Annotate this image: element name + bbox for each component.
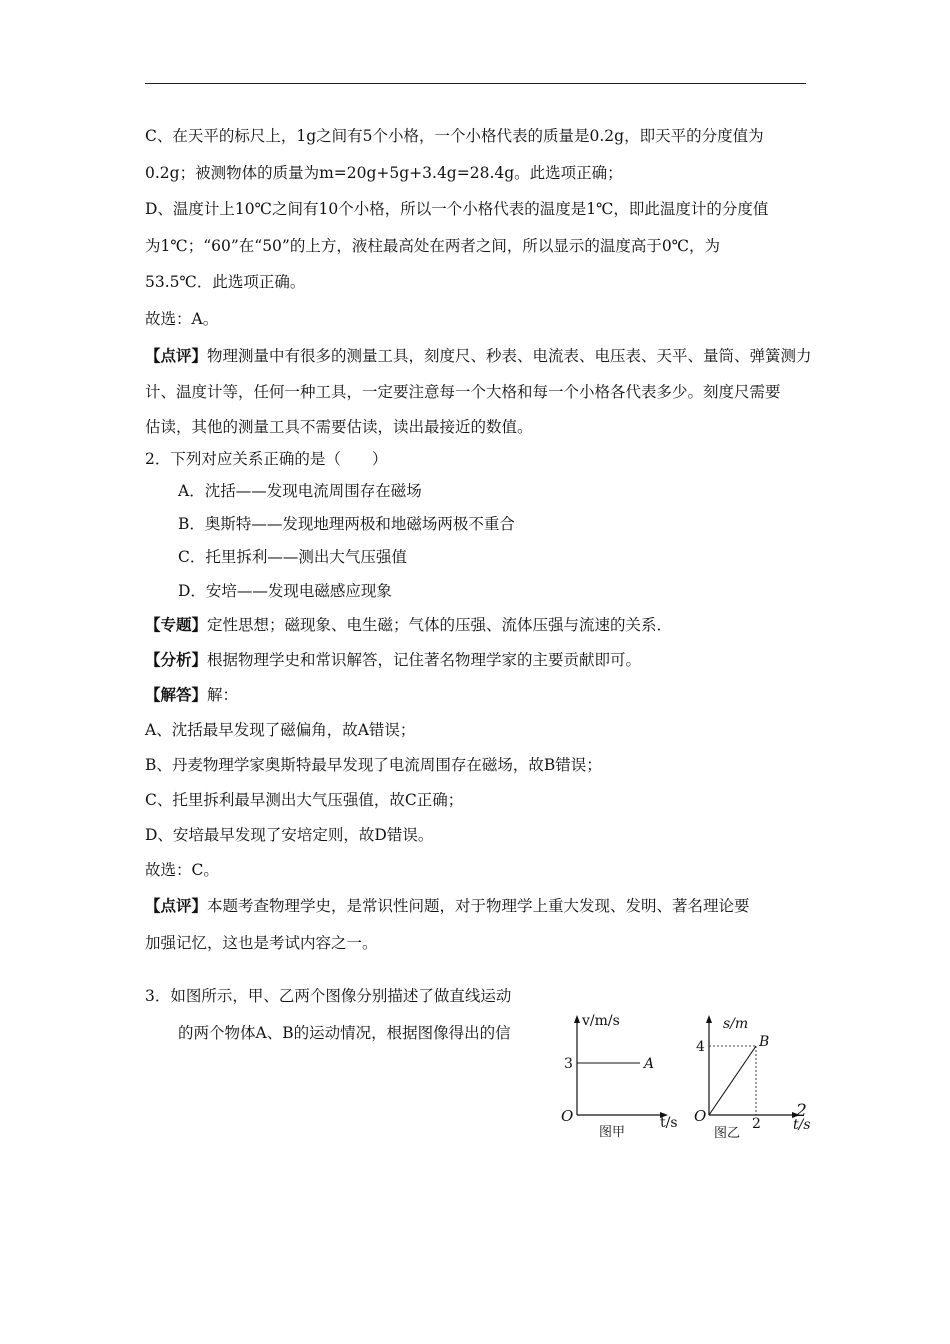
jia-line-label: A — [644, 1056, 655, 1072]
header-rule — [145, 83, 806, 84]
part-d-line-2: 为1℃；“60”在“50”的上方，液柱最高处在两者之间，所以显示的温度高于0℃，为 — [145, 236, 721, 255]
yi-origin: O — [694, 1107, 707, 1125]
yi-point-label: B — [759, 1034, 770, 1050]
part-c-line-1: C、在天平的标尺上，1g之间有5个小格，一个小格代表的质量是0.2g，即天平的分度值为 — [145, 127, 764, 145]
comment-2-line-2: 加强记忆，这也是考试内容之一。 — [145, 933, 378, 952]
question-3-line-2: 的两个物体A、B的运动情况，根据图像得出的信 — [178, 1023, 511, 1042]
solution-line-a: A、沈括最早发现了磁偏角，故A错误； — [145, 720, 416, 739]
answer-1: 故选：A。 — [145, 309, 219, 328]
comment-2-label: 【点评】 — [145, 896, 208, 915]
part-d-line-1: D、温度计上10℃之间有10个小格，所以一个小格代表的温度是1℃，即此温度计的分度值 — [145, 200, 769, 219]
figure-jia — [555, 1010, 690, 1150]
yi-line-b — [709, 1046, 756, 1115]
comment-1-label: 【点评】 — [145, 346, 208, 365]
question-2-topic — [145, 608, 810, 643]
analysis-text: 根据物理学史和常识解答，记住著名物理学家的主要贡献即可。 — [207, 650, 642, 669]
page-number: 2 — [796, 1101, 807, 1121]
topic-text: 定性思想；磁现象、电生磁；气体的压强、流体压强与流速的关系． — [207, 615, 673, 634]
analysis-label: 【分析】 — [145, 650, 208, 669]
comment-2-text: 本题考查物理学史，是常识性问题，对于物理学上重大发现、发明、著名理论要 — [207, 896, 750, 915]
question-2-stem: 2．下列对应关系正确的是（ ） — [145, 449, 388, 468]
yi-caption: 图乙 — [714, 1126, 741, 1141]
solution-line-b: B、丹麦物理学家奥斯特最早发现了电流周围存在磁场，故B错误； — [145, 755, 602, 774]
document-body — [145, 118, 810, 1051]
question-3-line-1: 3．如图所示，甲、乙两个图像分别描述了做直线运动 — [145, 987, 512, 1006]
jia-x-axis-label: t/s — [660, 1115, 678, 1131]
question-2-option-b: B．奥斯特——发现地理两极和地磁场两极不重合 — [178, 515, 515, 534]
comment-1-line-3: 估读，其他的测量工具不需要估读，读出最接近的数值。 — [145, 417, 533, 436]
yi-y-axis-label: s/m — [723, 1016, 749, 1032]
comment-1-line-2: 计、温度计等，任何一种工具，一定要注意每一个大格和每一个小格各代表多少。刻度尺需要 — [145, 383, 781, 402]
solution-line-c: C、托里拆利最早测出大气压强值，故C正确； — [145, 790, 464, 809]
part-c-line-2: 0.2g；被测物体的质量为m=20g+5g+3.4g=28.4g。此选项正确； — [145, 163, 623, 182]
topic-label: 【专题】 — [145, 615, 208, 634]
figure-yi — [690, 1010, 820, 1150]
question-2-option-c: C．托里拆利——测出大气压强值 — [178, 548, 407, 567]
question-2-solution — [145, 678, 810, 713]
jia-y-axis-label: v/m/s — [582, 1013, 620, 1029]
question-2-option-a: A．沈括——发现电流周围存在磁场 — [178, 481, 422, 500]
yi-x-axis-label: t/s — [793, 1117, 811, 1133]
spacer — [145, 961, 810, 978]
yi-y-tick: 4 — [696, 1039, 705, 1055]
comment-2-line-1 — [145, 888, 810, 925]
solution-label: 【解答】 — [145, 685, 208, 704]
yi-y-arrow — [706, 1015, 712, 1023]
question-2-option-d: D．安培——发现电磁感应现象 — [178, 581, 392, 600]
solution-text: 解： — [207, 685, 239, 704]
jia-caption: 图甲 — [599, 1125, 626, 1140]
answer-2: 故选：C。 — [145, 860, 219, 879]
comment-1-line-1 — [145, 338, 810, 375]
yi-x-tick: 2 — [752, 1116, 761, 1132]
jia-y-tick: 3 — [564, 1056, 573, 1072]
jia-y-arrow — [574, 1015, 580, 1023]
question-2-analysis — [145, 643, 810, 678]
jia-origin: O — [561, 1107, 574, 1125]
part-d-line-3: 53.5℃．此选项正确。 — [145, 273, 306, 292]
solution-line-d: D、安培最早发现了安培定则，故D错误。 — [145, 825, 434, 844]
comment-1-text: 物理测量中有很多的测量工具，刻度尺、秒表、电流表、电压表、天平、量筒、弹簧测力 — [207, 346, 812, 365]
